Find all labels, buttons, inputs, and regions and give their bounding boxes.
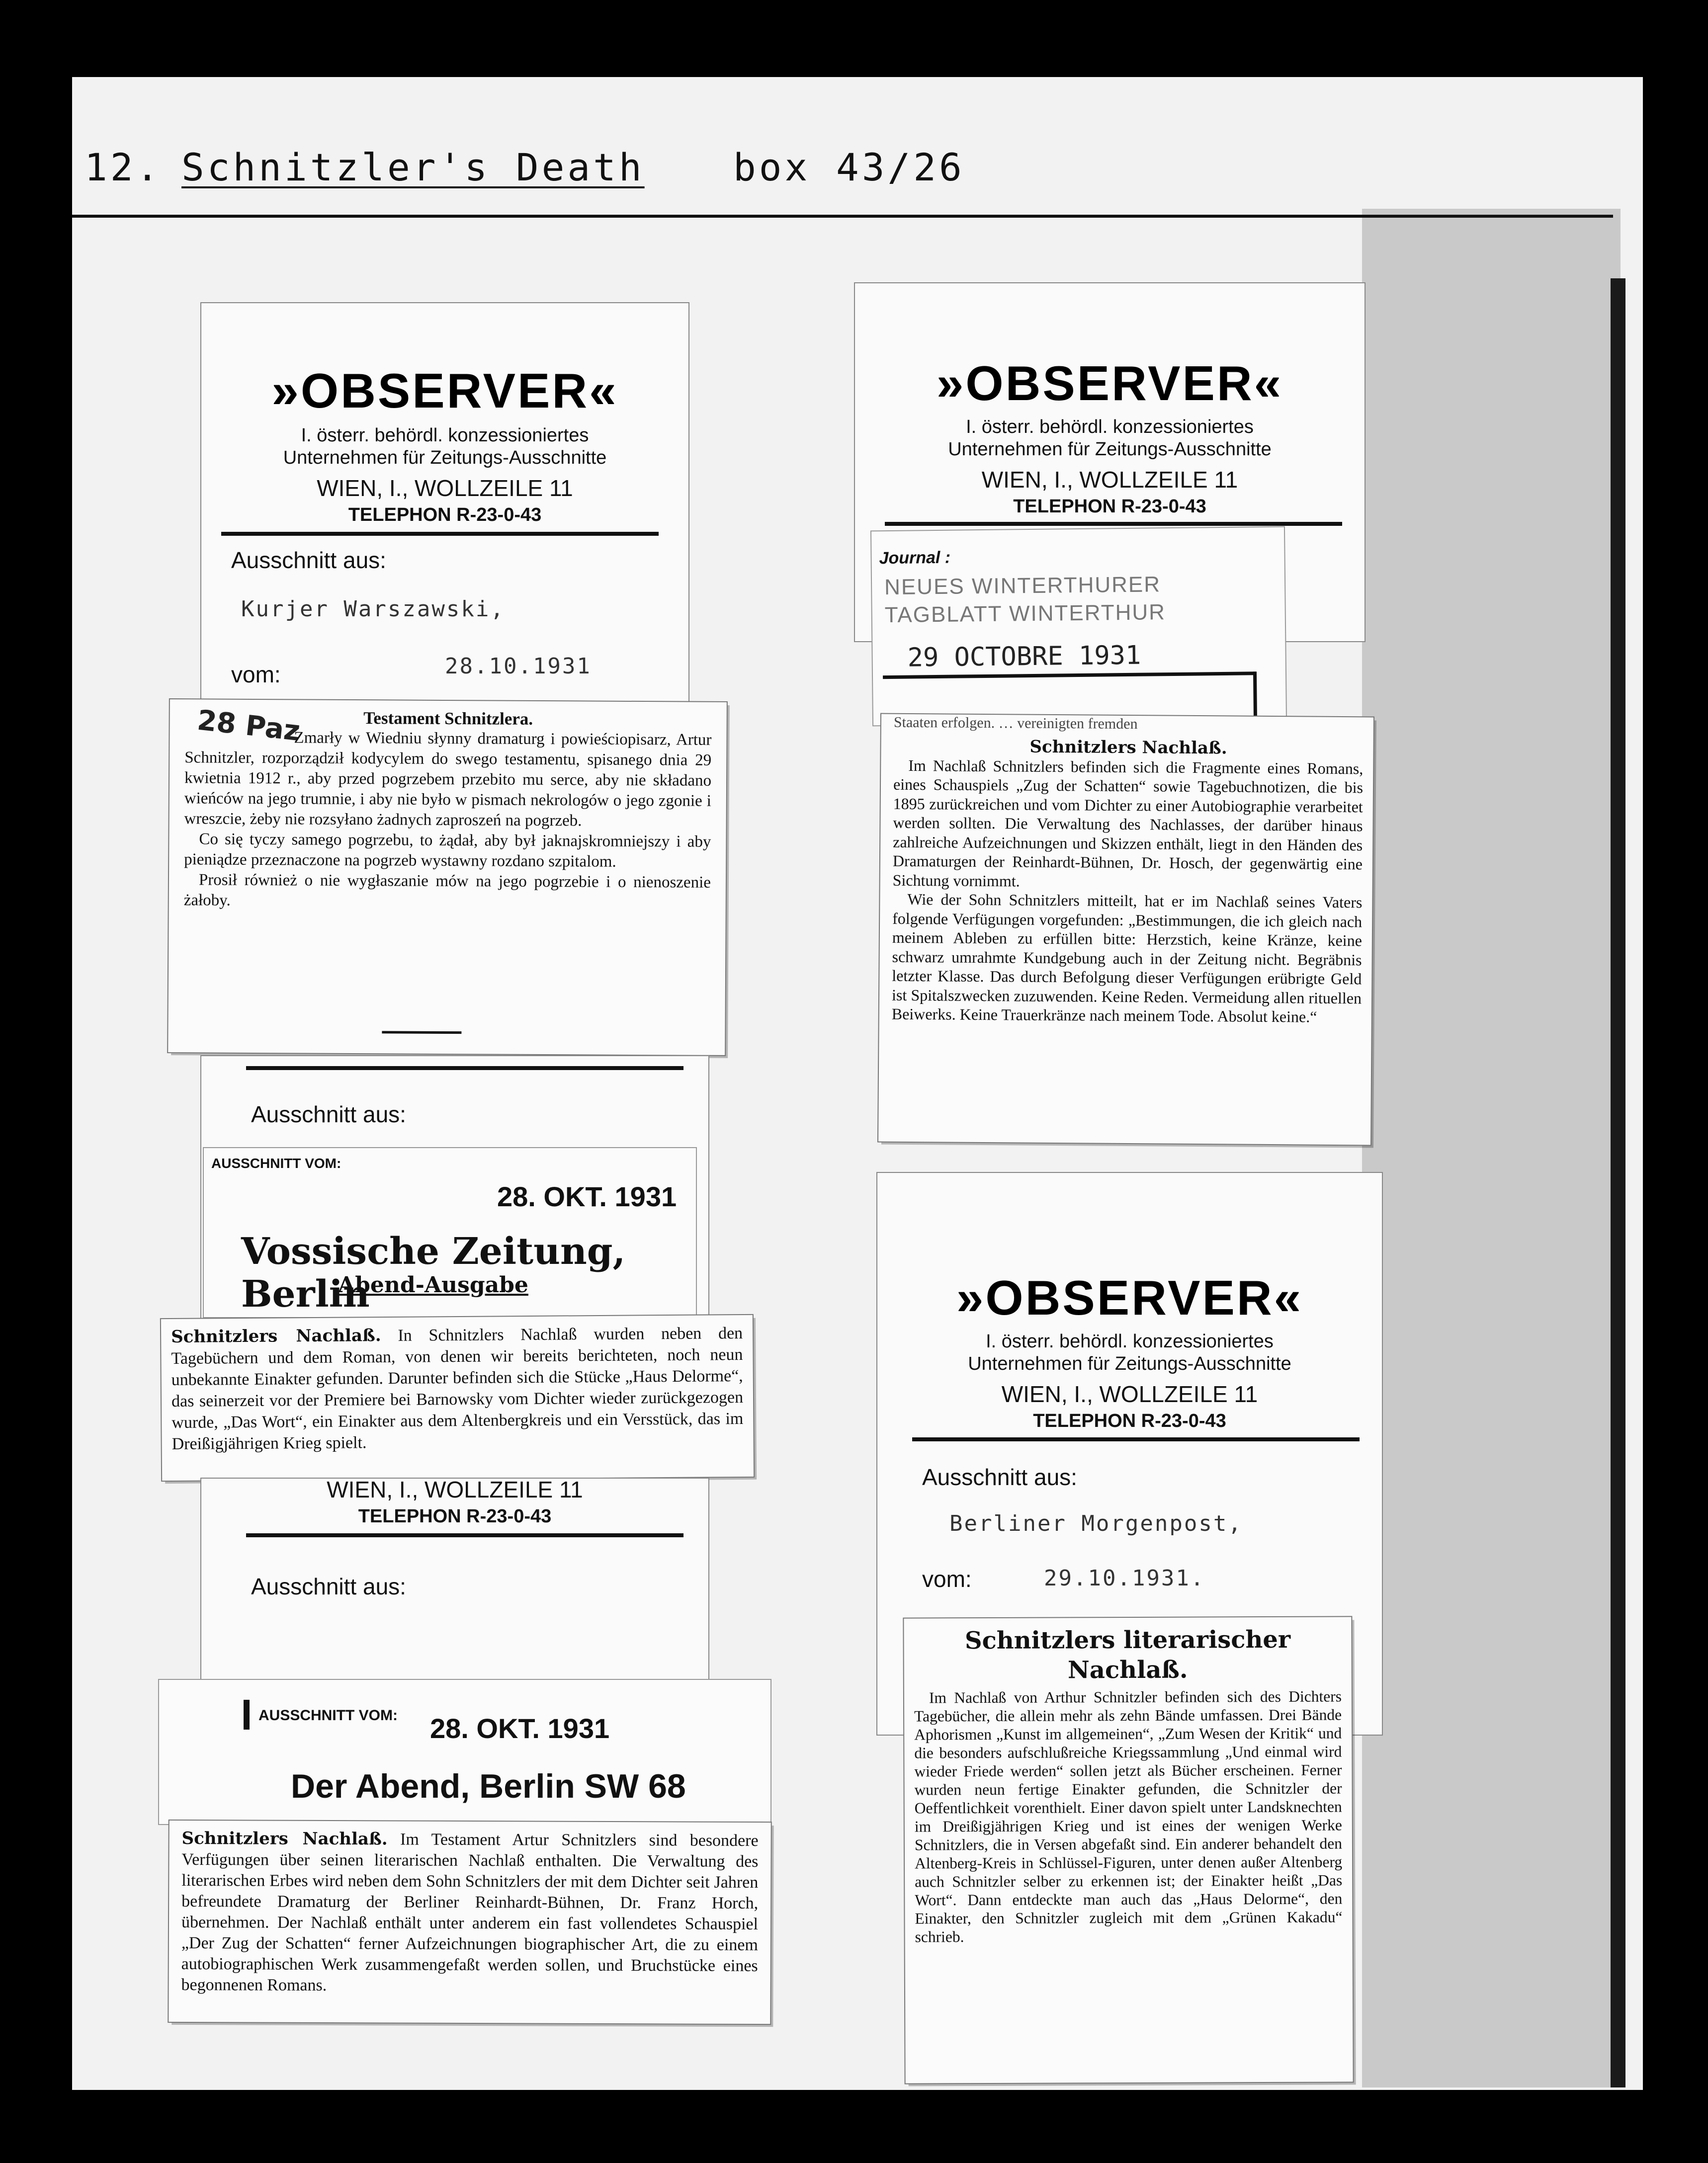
- observer-line1: I. österr. behördl. konzessioniertes: [986, 1331, 1274, 1352]
- observer-line2: Unternehmen für Zeitungs-Ausschnitte: [283, 447, 607, 468]
- observer-address: WIEN, I., WOLLZEILE 11: [981, 467, 1238, 493]
- observer-rule: [246, 1066, 683, 1070]
- label-date: vom:: [231, 662, 281, 687]
- observer-line2: Unternehmen für Zeitungs-Ausschnitte: [968, 1353, 1291, 1374]
- stamp-label: AUSSCHNITT VOM:: [258, 1707, 398, 1724]
- date-kurjer: 28.10.1931: [445, 654, 592, 679]
- label-from: Ausschnitt aus:: [251, 1574, 406, 1599]
- clipping-morgenpost: [904, 1617, 1353, 2083]
- journal-date: 29 OCTOBRE 1931: [907, 640, 1141, 673]
- stamp-bar: [244, 1700, 250, 1730]
- observer-brand: »OBSERVER«: [271, 363, 618, 418]
- clipping-paragraph: Im Nachlaß Schnitzlers befinden sich die Fragmente eines Romans, eines Schauspiels „Zug der Schatten“ sowie Tagebuchnotizen, die bis 1895 zurückreichen und vom Dichter zu einer Autobiographie verarbeitet werden sollten. Die Verwaltung des Nachlasses, der darüber hinaus zahlreiche Aufzeichnungen und Skizzen enthält, liegt in den Händen des Dramaturgen der Reinhardt-Bühnen, Dr. Hosch, der gegenwärtig eine Sichtung vornimmt.: [892, 756, 1364, 890]
- newspaper-edition: Abend-Ausgabe: [338, 1272, 528, 1298]
- label-from: Ausschnitt aus:: [231, 547, 386, 573]
- observer-address: WIEN, I., WOLLZEILE 11: [327, 1477, 583, 1502]
- label-date: vom:: [922, 1566, 972, 1592]
- stamp-frame-right: [1253, 671, 1257, 721]
- stamp-label: AUSSCHNITT VOM:: [211, 1156, 342, 1171]
- observer-brand: »OBSERVER«: [936, 356, 1283, 411]
- newspaper-name: Der Abend, Berlin SW 68: [291, 1767, 686, 1805]
- observer-phone: TELEPHON R-23-0-43: [1033, 1411, 1226, 1431]
- source-kurjer: Kurjer Warszawski,: [241, 596, 505, 622]
- clipping-paragraph: Prosił również o nie wygłaszanie mów na jego pogrzebie i o nienoszenie żałoby.: [183, 871, 711, 910]
- clipping-vossische-masthead: [204, 1148, 696, 1317]
- observer-address: WIEN, I., WOLLZEILE 11: [1001, 1381, 1258, 1407]
- clipping-paragraph: In Schnitzlers Nachlaß wurden neben den Tagebüchern und dem Roman, von denen wir bereits berichteten, noch neun unbekannte Einakter gefunden. Darunter befinden sich die Stücke „Haus Delorme“, das seinerzeit vor der Premiere bei Barnowsky vom Dichter wieder zurückgezogen wurde, „Das Wort“, ein Einakter aus dem Altenbergkreis und ein Versstück, das im Dreißigjährigen Krieg spielt.: [171, 1324, 744, 1454]
- folder-number: 12.: [85, 145, 162, 189]
- box-number: box 43/26: [733, 145, 965, 189]
- source-morgenpost: Berliner Morgenpost,: [949, 1511, 1243, 1536]
- observer-line1: I. österr. behördl. konzessioniertes: [966, 416, 1254, 437]
- clipping-paragraph: Wie der Sohn Schnitzlers mitteilt, hat er im Nachlaß seines Vaters folgende Verfügungen vorgefunden: „Bestimmungen, die ich gleich nach meinem Ableben zu erfüllen bitte: Herzstich, keine Kränze, keine schwarz umrahmte Kundgebung auch in der Zeitung nicht. Begräbnis letzter Klasse. Das durch Befolgung dieser Verfügungen erübrigte Geld ist Spitalszwecken zuzuwenden. Keine Reden. Vermeidung allen rituellen Beiwerks. Keine Trauerkränze nach meinem Tode. Absolut keine.“: [891, 890, 1363, 1026]
- label-from: Ausschnitt aus:: [251, 1101, 406, 1127]
- observer-card-kurjer: [201, 303, 688, 711]
- observer-address: WIEN, I., WOLLZEILE 11: [317, 475, 573, 501]
- observer-rule: [221, 532, 659, 536]
- clipping-title: Schnitzlers Nachlaß.: [181, 1828, 388, 1849]
- stamp-date: 28. OKT. 1931: [497, 1181, 677, 1212]
- stamp-frame-bottom: [883, 671, 1256, 679]
- backing-sheet: [1362, 209, 1621, 2087]
- clipping-title: Testament Schnitzlera.: [363, 708, 533, 729]
- label-from: Ausschnitt aus:: [922, 1464, 1077, 1490]
- clipping-paragraph: Zmarły w Wiedniu słynny dramaturg i powieściopisarz, Artur Schnitzler, rozporządził kodycylem do swego testamentu, spisanego dnia 29 kwietnia 1912 r., aby przed pogrzebem przebito mu serce, aby nie składano wieńców na jego trumnie, i aby nie było w pismach nekrologów o jego zgonie i wreszcie, żeby nie rozsyłano żadnych zaproszeń na pogrzeb.: [184, 729, 712, 830]
- observer-rule: [246, 1533, 683, 1537]
- newspaper-name: Vossische Zeitung, Berlin: [241, 1230, 626, 1316]
- observer-line2: Unternehmen für Zeitungs-Ausschnitte: [948, 439, 1272, 460]
- header-divider: [72, 215, 1613, 218]
- clipping-abend-masthead: [159, 1680, 770, 1824]
- clipping-paragraph: Im Nachlaß von Arthur Schnitzler befinden sich des Dichters Tagebücher, die allein mehr als zehn Bände umfassen. Drei Bände Aphorismen „Kunst im allgemeinen“, „Zum Wesen der Kritik“ und die besonders aufschlußreiche Kriegssammlung „Und einmal wird wieder Friede werden“ sollen jetzt als Bücher erscheinen. Ferner wurden neun fertige Einakter gefunden, die Schnitzler der Oeffentlichkeit vorenthielt. Einer davon spielt unter Landsknechten im Dreißigjährigen Krieg und ist eines der wenigen Werke Schnitzlers, die in Versen abgefaßt sind. Ein anderer behandelt den Altenberg-Kreis in Schlüssel-Figuren, unter denen außer Altenberg auch Schnitzler selber zu erkennen ist; der Einakter heißt „Das Wort“. Dann entdeckte man auch das „Haus Delorme“, den Einakter, den Schnitzler zugleich mit dem „Grünen Kakadu“ schrieb.: [914, 1687, 1343, 1946]
- date-morgenpost: 29.10.1931.: [1044, 1566, 1205, 1591]
- observer-phone: TELEPHON R-23-0-43: [348, 504, 542, 525]
- clipping-title: Schnitzlers Nachlaß.: [1029, 737, 1227, 758]
- clipping-kurjer: [168, 699, 727, 1055]
- observer-phone: TELEPHON R-23-0-43: [358, 1506, 552, 1527]
- clipping-vossische: [161, 1315, 754, 1481]
- end-rule: [382, 1031, 461, 1034]
- observer-brand: »OBSERVER«: [956, 1270, 1303, 1325]
- journal-name: NEUES WINTERTHURER TAGBLATT WINTERTHUR: [884, 572, 1166, 628]
- pencil-note: 28 Paz: [195, 704, 302, 748]
- clipping-title: Schnitzlers Nachlaß.: [171, 1326, 381, 1347]
- stamp-date: 28. OKT. 1931: [430, 1713, 610, 1744]
- observer-rule: [912, 1437, 1360, 1441]
- observer-rule: [885, 522, 1342, 526]
- sheet-shadow: [1611, 278, 1625, 2087]
- folder-title: Schnitzler's Death: [181, 145, 645, 189]
- fragment-line: Staaten erfolgen. … vereinigten fremden: [893, 714, 1138, 733]
- journal-label: Journal :: [879, 548, 951, 568]
- clipping-paragraph: Co się tyczy samego pogrzebu, to żądał, aby był jaknajskromniejszy i aby pieniądze przeznaczone na pogrzeb wystawny rozdano szpitalom.: [184, 830, 711, 871]
- observer-phone: TELEPHON R-23-0-43: [1013, 496, 1206, 517]
- journal-stamp-slip: [871, 527, 1286, 726]
- clipping-winterthur: [878, 714, 1373, 1145]
- observer-line1: I. österr. behördl. konzessioniertes: [301, 425, 589, 446]
- clipping-paragraph: Im Testament Artur Schnitzlers sind besondere Verfügungen über seinen literarischen Nachlaß enthalten. Die Verwaltung des literarischen Erbes wird neben dem Sohn Schnitzlers der mit dem Dichter seit Jahren befreundete Dramaturg der Berliner Reinhardt-Bühnen, Dr. Franz Horch, übernehmen. Der Nachlaß enthält unter anderem ein fast vollendetes Schauspiel „Der Zug der Schatten“ ferner Aufzeichnungen biographischer Art, die zu einem autobiographischen Werk zusammengefaßt werden sollen, und Bruchstücke eines begonnenen Romans.: [181, 1830, 759, 1995]
- observer-card-abend: [201, 1479, 708, 1687]
- clipping-title: Schnitzlers literarischer Nachlaß.: [964, 1625, 1291, 1684]
- clipping-abend: [169, 1821, 770, 2024]
